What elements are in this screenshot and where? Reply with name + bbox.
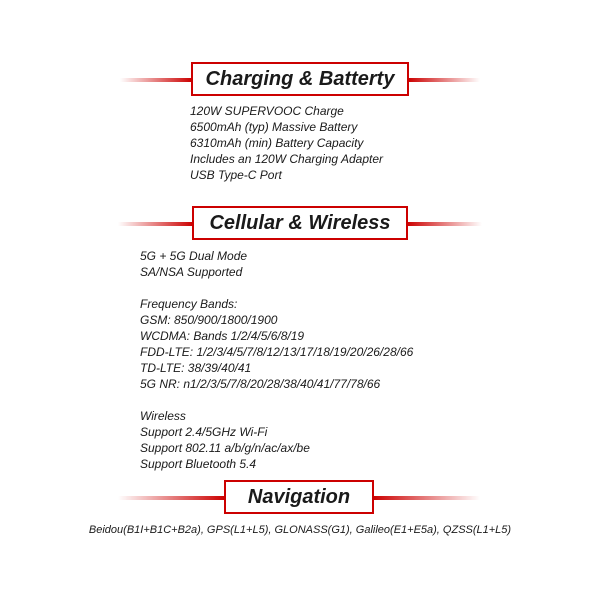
charging-title: Charging & Batterty [191,62,409,96]
spec-line: 6310mAh (min) Battery Capacity [190,136,364,150]
navigation-systems: Beidou(B1I+B1C+B2a), GPS(L1+L5), GLONASS(G1), Galileo(E1+E5a), QZSS(L1+L5) [88,524,512,536]
spec-line: USB Type-C Port [190,168,282,182]
spec-line: 6500mAh (typ) Massive Battery [190,120,358,134]
spec-line: 5G + 5G Dual Mode [140,249,248,263]
spacer [140,280,413,296]
spec-line: Support 2.4/5GHz Wi-Fi [140,425,268,439]
cellular-section-header [0,204,600,244]
header-rule-right [373,496,480,500]
spec-line: Includes an 120W Charging Adapter [190,152,384,166]
spec-line: Support 802.11 a/b/g/n/ac/ax/be [140,441,310,455]
spec-line: FDD-LTE: 1/2/3/4/5/7/8/12/13/17/18/19/20/26/28/66 [140,345,414,359]
charging-specs [190,103,383,183]
header-rule-left [120,78,192,82]
spec-line: Support Bluetooth 5.4 [140,457,257,471]
navigation-title: Navigation [224,480,374,514]
spec-line: WCDMA: Bands 1/2/4/5/6/8/19 [140,329,305,343]
spacer [140,392,413,408]
header-rule-left [118,222,193,226]
spec-line: Frequency Bands: [140,297,238,311]
cellular-title: Cellular & Wireless [192,206,408,240]
navigation-section-header [0,478,600,518]
cellular-specs [140,248,413,472]
header-rule-left [118,496,225,500]
spec-line: SA/NSA Supported [140,265,243,279]
charging-section-header [0,60,600,100]
spec-line: 120W SUPERVOOC Charge [190,104,344,118]
spec-line: TD-LTE: 38/39/40/41 [140,361,252,375]
spec-line: Wireless [140,409,186,423]
header-rule-right [408,78,480,82]
spec-line: GSM: 850/900/1800/1900 [140,313,278,327]
header-rule-right [407,222,482,226]
spec-line: 5G NR: n1/2/3/5/7/8/20/28/38/40/41/77/78/66 [140,377,381,391]
